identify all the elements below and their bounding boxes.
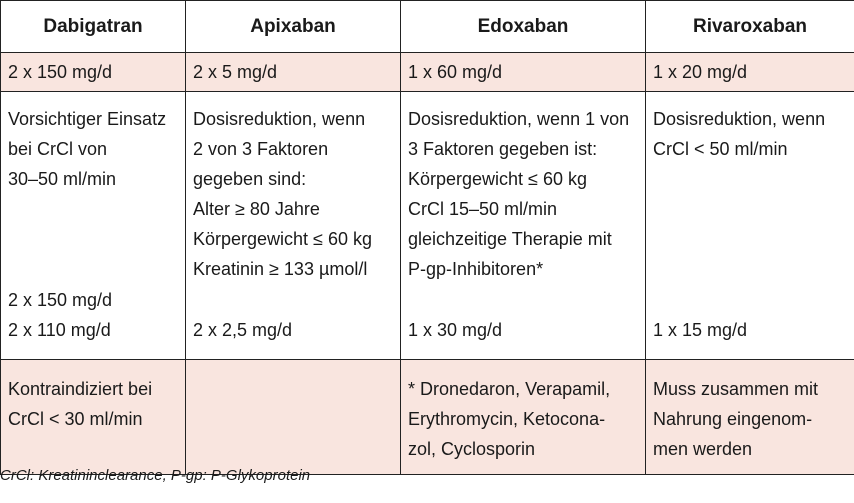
reduction-rivaroxaban [646,92,854,360]
reduction-edoxaban [401,92,646,360]
note-edoxaban [401,360,646,475]
table-footnote: CrCl: Kreatininclearance, P-gp: P-Glykoprotein [0,467,311,484]
note-line: Erythromycin, Ketocona- [408,409,606,429]
reduction-text-line: 30–50 ml/min [8,169,117,189]
reduced-dose-edoxaban [408,315,502,345]
reduction-text-line: CrCl < 50 ml/min [653,139,788,159]
reduction-dabigatran [1,92,186,360]
reduced-dose-line: 2 x 110 mg/d [8,320,111,340]
standard-dose-dabigatran: 2 x 150 mg/d [1,53,186,92]
header-edoxaban: Edoxaban [401,1,646,53]
reduction-text-line: gleichzeitige Therapie mit [408,229,612,249]
reduction-text-line: 3 Faktoren gegeben ist: [408,139,598,159]
standard-dose-apixaban: 2 x 5 mg/d [186,53,401,92]
reduction-text-line: bei CrCl von [8,139,108,159]
reduction-text-line: Vorsichtiger Einsatz [8,109,167,129]
reduction-text-line: Dosisreduktion, wenn [193,109,366,129]
standard-dose-row [1,53,854,92]
note-rivaroxaban [646,360,854,475]
reduction-text-line: Alter ≥ 80 Jahre [193,199,320,219]
note-apixaban [186,360,401,475]
reduced-dose-line: 2 x 150 mg/d [8,290,113,310]
reduction-text-line: Kreatinin ≥ 133 µmol/l [193,259,368,279]
note-line: Kontraindiziert bei [8,379,153,399]
notes-row [1,360,854,475]
reduction-text-line: 2 von 3 Faktoren [193,139,329,159]
header-row [1,1,854,53]
reduced-dose-rivaroxaban [653,315,747,345]
standard-dose-edoxaban: 1 x 60 mg/d [401,53,646,92]
reduction-apixaban [186,92,401,360]
reduction-text-line: P-gp-Inhibitoren* [408,259,544,279]
note-line: CrCl < 30 ml/min [8,409,143,429]
reduced-dose-line: 1 x 15 mg/d [653,320,748,340]
reduction-text-line: Körpergewicht ≤ 60 kg [408,169,587,189]
note-line: men werden [653,439,753,459]
header-apixaban: Apixaban [186,1,401,53]
reduction-text-line: Körpergewicht ≤ 60 kg [193,229,372,249]
reduction-text-line: CrCl 15–50 ml/min [408,199,558,219]
note-line: zol, Cyclosporin [408,439,536,459]
reduced-dose-line: 1 x 30 mg/d [408,320,503,340]
reduced-dose-apixaban [193,315,292,345]
note-line: Nahrung eingenom- [653,409,813,429]
standard-dose-rivaroxaban: 1 x 20 mg/d [646,53,854,92]
note-dabigatran [1,360,186,475]
reduction-text-line: Dosisreduktion, wenn [653,109,826,129]
dose-reduction-row [1,92,854,360]
reduction-text-line: gegeben sind: [193,169,307,189]
reduction-text-line: Dosisreduktion, wenn 1 von [408,109,630,129]
header-rivaroxaban: Rivaroxaban [646,1,854,53]
header-dabigatran: Dabigatran [1,1,186,53]
note-line: Muss zusammen mit [653,379,819,399]
reduced-dose-dabigatran [8,285,112,345]
note-line: * Dronedaron, Verapamil, [408,379,611,399]
reduced-dose-line: 2 x 2,5 mg/d [193,320,293,340]
